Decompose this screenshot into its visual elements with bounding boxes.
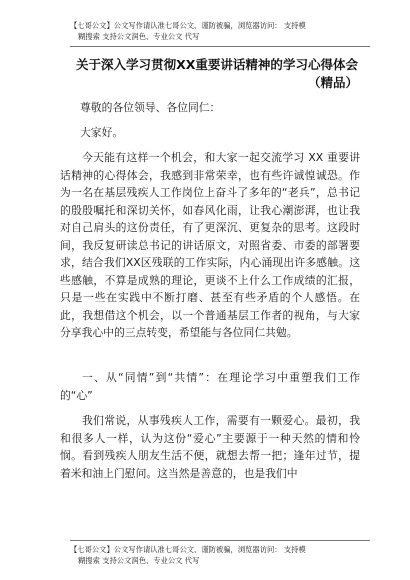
footer-divider	[70, 540, 370, 541]
header-line-1: 【七哥公文】公文写作请认准七哥公文、谨防被骗，浏览器访问： 支持模	[70, 21, 306, 30]
greeting: 大家好。	[80, 126, 124, 139]
header-divider	[70, 46, 370, 47]
body-paragraph-1: 今天能有这样一个机会，和大家一起交流学习 XX 重要讲话精神的心得体会，我感到非常荣幸，也有些许诚惶诚恐。作为一名在基层残疾人工作岗位上奋斗了多年的“老兵”，总书记的殷殷嘱托和深切关怀，如春风化雨，让我心潮澎湃，也让我对自己肩头的这份责任，有了更深沉、更复杂的思考。这段时间，我反复研读总书记的讲话原文，对照省委、市委的部署要求，结合我们XX区残联的工作实际，内心涌现出许多感触。这些感触，不算是成熟的理论，更谈不上什么工作成绩的汇报，只是一些在实践中不断打磨、甚至有些矛盾的个人感悟。在此，我想借这个机会，以一个普通基层工作者的视角，与大家分享我心中的三点转变，希望能与各位同仁共勉。	[60, 151, 360, 339]
section-heading-1: 一、从“同情”到“共情”：在理论学习中重塑我们工作的“心”	[60, 371, 360, 402]
body-paragraph-2: 我们常说，从事残疾人工作，需要有一颗爱心。最初，我和很多人一样，认为这份“爱心”主要源于一种天然的情和怜悯。看到残疾人朋友生活不便，就想去帮一把；逢年过节，提着米和油上门慰问。这当然是善意的，也是我们中	[60, 414, 360, 480]
salutation: 尊敬的各位领导、各位同仁：	[80, 101, 221, 114]
footer-line-1: 【七哥公文】公文写作请认准七哥公文、谨防被骗，浏览器访问： 支持模	[70, 545, 306, 554]
page-header	[70, 20, 370, 42]
page-footer	[70, 544, 370, 566]
footer-line-2: 糊搜索 支持公文润色、专业公文 代写	[78, 556, 200, 565]
header-line-2: 糊搜索 支持公文润色、专业公文 代写	[78, 32, 200, 41]
document-title: 关于深入学习贯彻XX重要讲话精神的学习心得体会（精品）	[76, 57, 358, 90]
